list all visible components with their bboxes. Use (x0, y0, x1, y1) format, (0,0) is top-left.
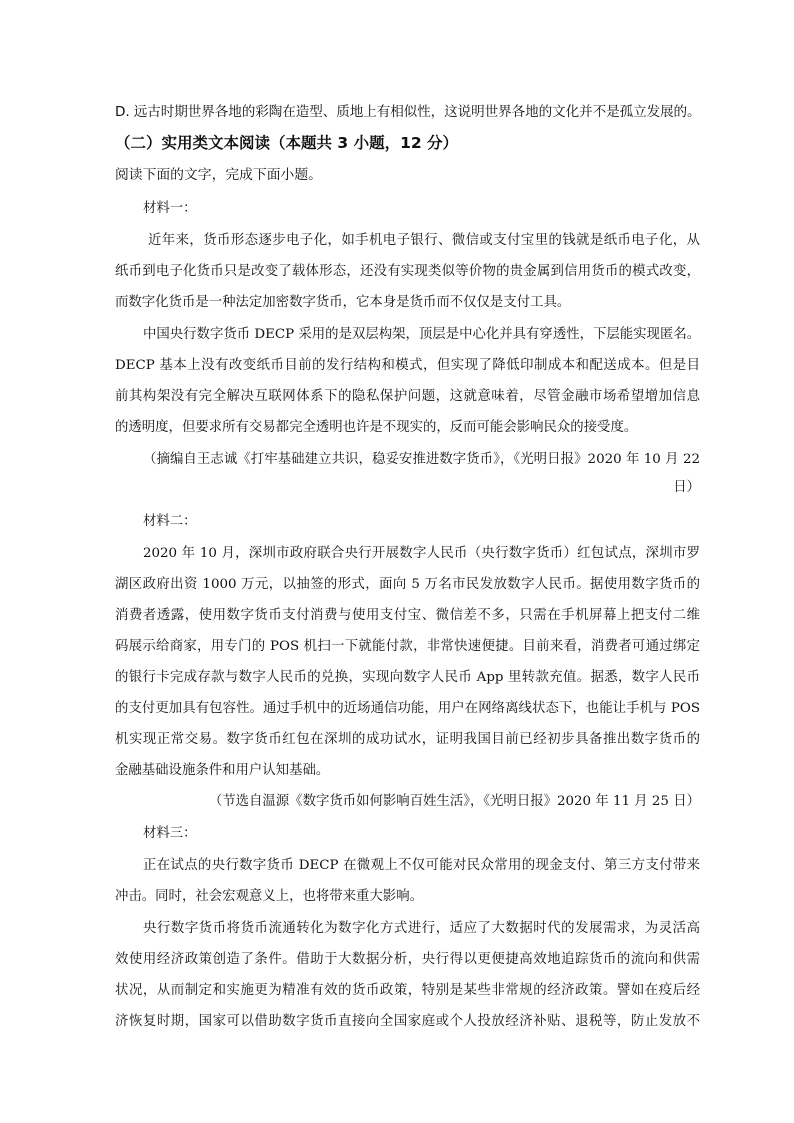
material3-p1-line1: 正在试点的央行数字货币 DECP 在微观上不仅可能对民众常用的现金支付、第三方支付带来 (143, 858, 700, 873)
material2-p1-line5: 的银行卡完成存款与数字人民币的兑换，实现向数字人民币 App 里转款充值。据悉，数字人民币 (115, 670, 700, 685)
instruction: 阅读下面的文字，完成下面小题。 (115, 167, 322, 183)
material1-source: （摘编自王志诚《打牢基础建立共识，稳妥安推进数字货币》，《光明日报》2020 年 10 月 22 (143, 452, 700, 467)
question-option-d: D. 远古时期世界各地的彩陶在造型、质地上有相似性，这说明世界各地的文化并不是孤立发展的。 (115, 104, 701, 120)
material1-p1-line2: 纸币到电子化货币只是改变了载体形态，还没有实现类似等价物的贵金属到信用货币的模式改变， (115, 264, 700, 279)
material3-p2-line2: 效使用经济政策创造了条件。借助于大数据分析，央行得以更便捷高效地追踪货币的流向和供需 (115, 952, 700, 967)
material1-p2-line2: DECP 基本上没有改变纸币目前的发行结构和模式，但实现了降低印制成本和配送成本。但是目 (115, 358, 700, 373)
section-title: （二）实用类文本阅读（本题共 3 小题，12 分） (115, 134, 459, 152)
material2-p1-line8: 金融基础设施条件和用户认知基础。 (115, 763, 330, 778)
material1-p2-line3: 前其构架没有完全解决互联网体系下的隐私保护问题，这就意味着，尽管金融市场希望增加信息 (115, 389, 700, 404)
material1-p2-line1: 中国央行数字货币 DECP 采用的是双层构架，顶层是中心化并具有穿透性，下层能实现匿名。 (143, 327, 701, 342)
material3-p2-line3: 状况，从而制定和实施更为精准有效的货币政策，特别是某些非常规的经济政策。譬如在疫后经 (115, 983, 700, 998)
material3-p2-line1: 央行数字货币将货币流通转化为数字化方式进行，适应了大数据时代的发展需求，为灵活高 (143, 921, 700, 936)
material1-label: 材料一： (143, 201, 197, 216)
material1-p1-line3: 而数字化货币是一种法定加密数字货币，它本身是货币而不仅仅是支付工具。 (115, 295, 571, 310)
material1-p1-line1: 近年来，货币形态逐步电子化，如手机电子银行、微信或支付宝里的钱就是纸币电子化，从 (148, 233, 700, 248)
material3-p2-line4: 济恢复时期，国家可以借助数字货币直接向全国家庭或个人投放经济补贴、退税等，防止发放不 (115, 1014, 700, 1029)
material2-source: （节选自温源《数字货币如何影响百姓生活》，《光明日报》2020 年 11 月 25 日） (208, 794, 700, 809)
material1-p2-line4: 的透明度，但要求所有交易都完全透明也许是不现实的，反而可能会影响民众的接受度。 (115, 420, 638, 435)
material3-label: 材料三： (143, 826, 197, 841)
material2-p1-line2: 湖区政府出资 1000 万元，以抽签的形式，面向 5 万名市民发放数字人民币。据使用数字货币的 (115, 577, 700, 592)
material2-p1-line4: 码展示给商家，用专门的 POS 机扫一下就能付款，非常快速便捷。目前来看，消费者可通过绑定 (115, 639, 700, 654)
material2-label: 材料二： (143, 514, 197, 529)
material2-p1-line6: 的支付更加具有包容性。通过手机中的近场通信功能，用户在网络离线状态下，也能让手机与 POS (115, 701, 700, 716)
material2-p1-line3: 消费者透露，使用数字货币支付消费与使用支付宝、微信差不多，只需在手机屏幕上把支付二维 (115, 608, 700, 623)
material2-p1-line7: 机实现正常交易。数字货币红包在深圳的成功试水，证明我国目前已经初步具备推出数字货币的 (115, 732, 700, 747)
material2-p1-line1: 2020 年 10 月，深圳市政府联合央行开展数字人民币（央行数字货币）红包试点，深圳市罗 (143, 546, 700, 561)
material3-p1-line2: 冲击。同时，社会宏观意义上，也将带来重大影响。 (115, 889, 423, 904)
material1-source-end: 日） (673, 480, 700, 495)
